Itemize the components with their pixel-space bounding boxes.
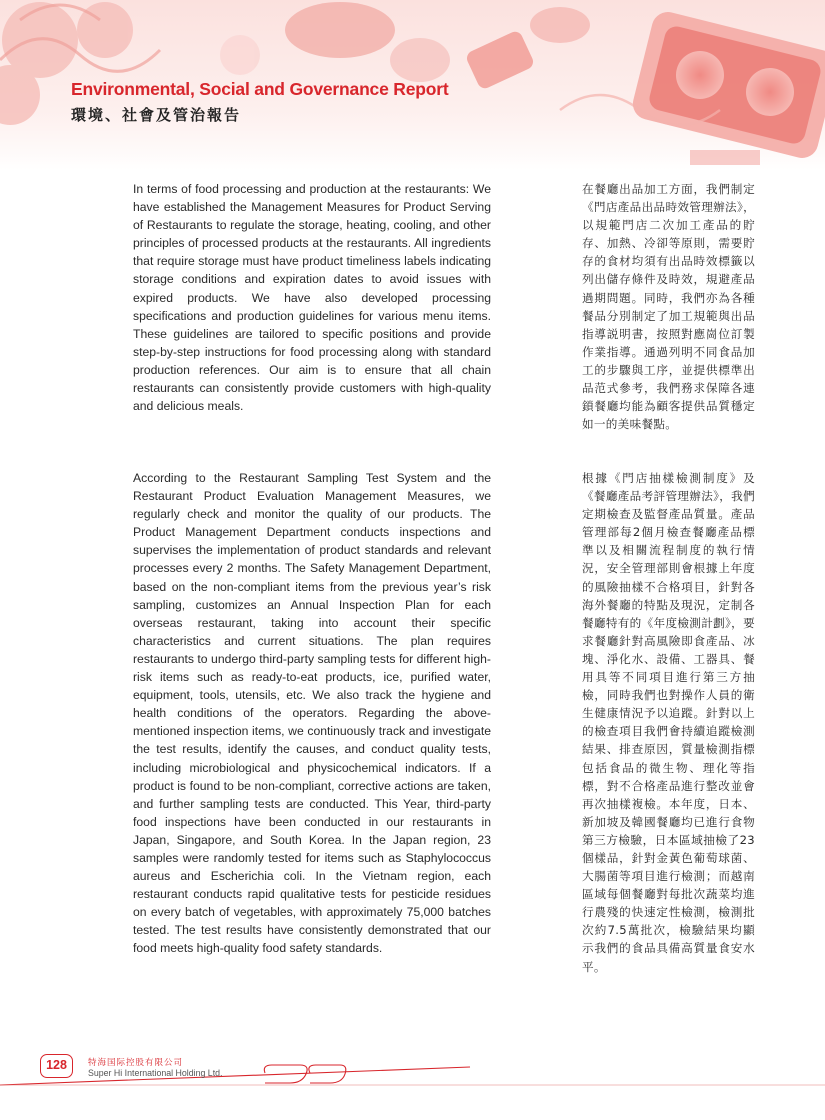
report-title-en: Environmental, Social and Governance Report xyxy=(71,79,449,99)
section-1-chinese-text: 在餐廳出品加工方面，我們制定《門店產品出品時效管理辦法》，以規範門店二次加工產品的貯存、加熱、冷卻等原則，需要貯存的食材均須有出品時效標籤以列出儲存條件及時效，規避產品過期問題。同時，我們亦為各種餐品分別制定了加工規範與出品指導説明書，按照對應崗位訂製作業指導。通過列明不同食品加工的步驟與工序，並提供標準出品范式參考，我們務求保障各連鎖餐廳均能為顧客提供品質穩定如一的美味餐點。 xyxy=(582,182,755,432)
section-2-english-text: According to the Restaurant Sampling Test System and the Restaurant Product Evaluation Management Measures, we regularly check and monitor the quality of our products. The Product Management Department conducts inspections and supervises the implementation of product standards and relevant processes every 2 months. The Safety Management Department, based on the non-compliant items from the previous year’s risk sampling, customizes an Annual Inspection Plan for each overseas restaurant, taking into account their specific characteristics and current situations. The plan requires restaurants to undergo third-party sampling tests for different high-risk items such as ready-to-eat products, ice, purified water, equipment, tools, utensils, etc. We also track the hygiene and health conditions of the operators. Regarding the above-mentioned inspection items, we continuously track and investigate the test results, identify the causes, and conduct quality tests, including microbiological and physicochemical indicators. If a product is found to be non-compliant, corrective actions are taken, and further sampling tests are conducted. This Year, third-party food inspections have been conducted in our restaurants in Japan, Singapore, and South Korea. In the Japan region, 23 samples were randomly tested for items such as Staphylococcus aureus and Escherichia coli. In the Vietnam region, each restaurant conducts rapid qualitative tests for pesticide residues on every batch of vegetables, with approximately 75,000 batches tested. The test results have consistently demonstrated that our food meets high-quality food safety standards. xyxy=(133,471,491,956)
page-footer xyxy=(0,1045,825,1120)
company-name-zh: 特海国际控股有限公司 xyxy=(88,1058,184,1068)
section-1-english-text: In terms of food processing and production at the restaurants: We have established the Management Measures for Product Serving of Restaurants to regulate the storage, heating, cooling, and other principles of processed products at the restaurants. All ingredients that require storage must have product timeliness labels indicating storage conditions and expiration dates to avoid issues with expired products. We have also developed processing specifications and production guidelines for various menu items. These guidelines are tailored to specific positions and provide step-by-step instructions for food processing along with standard production references. Our aim is to ensure that all chain restaurants can consistently provide customers with high-quality and delicious meals. xyxy=(133,182,491,414)
report-title-zh: 環境、社會及管治報告 xyxy=(71,106,242,124)
page-number: 128 xyxy=(40,1054,73,1078)
section-2-chinese-text: 根據《門店抽樣檢測制度》及《餐廳產品考評管理辦法》，我們定期檢查及監督產品質量。產品管理部每2個月檢查餐廳產品標準以及相關流程制度的執行情況，安全管理部則會根據上年度的風險抽樣不合格項目，針對各海外餐廳的特點及現況，定制各餐廳特有的《年度檢測計劃》，要求餐廳針對高風險即食產品、冰塊、淨化水、設備、工器具、餐用具等不同項目進行第三方抽檢，同時我們也對操作人員的衛生健康情況予以追蹤。針對以上的檢查項目我們會持續追蹤檢測結果、排查原因，質量檢測指標包括食品的微生物、理化等指標，對不合格產品進行整改並會再次抽樣複檢。本年度，日本、新加坡及韓國餐廳均已進行食物第三方檢驗，日本區域抽檢了23個樣品，針對金黃色葡萄球菌、大腸菌等項目進行檢測；而越南區域每個餐廳對每批次蔬菜均進行農殘的快速定性檢測，檢測批次約7.5萬批次，檢驗結果均顯示我們的食品具備高質量食安水平。 xyxy=(582,471,755,974)
company-name-en: Super Hi International Holding Ltd. xyxy=(88,1068,223,1078)
